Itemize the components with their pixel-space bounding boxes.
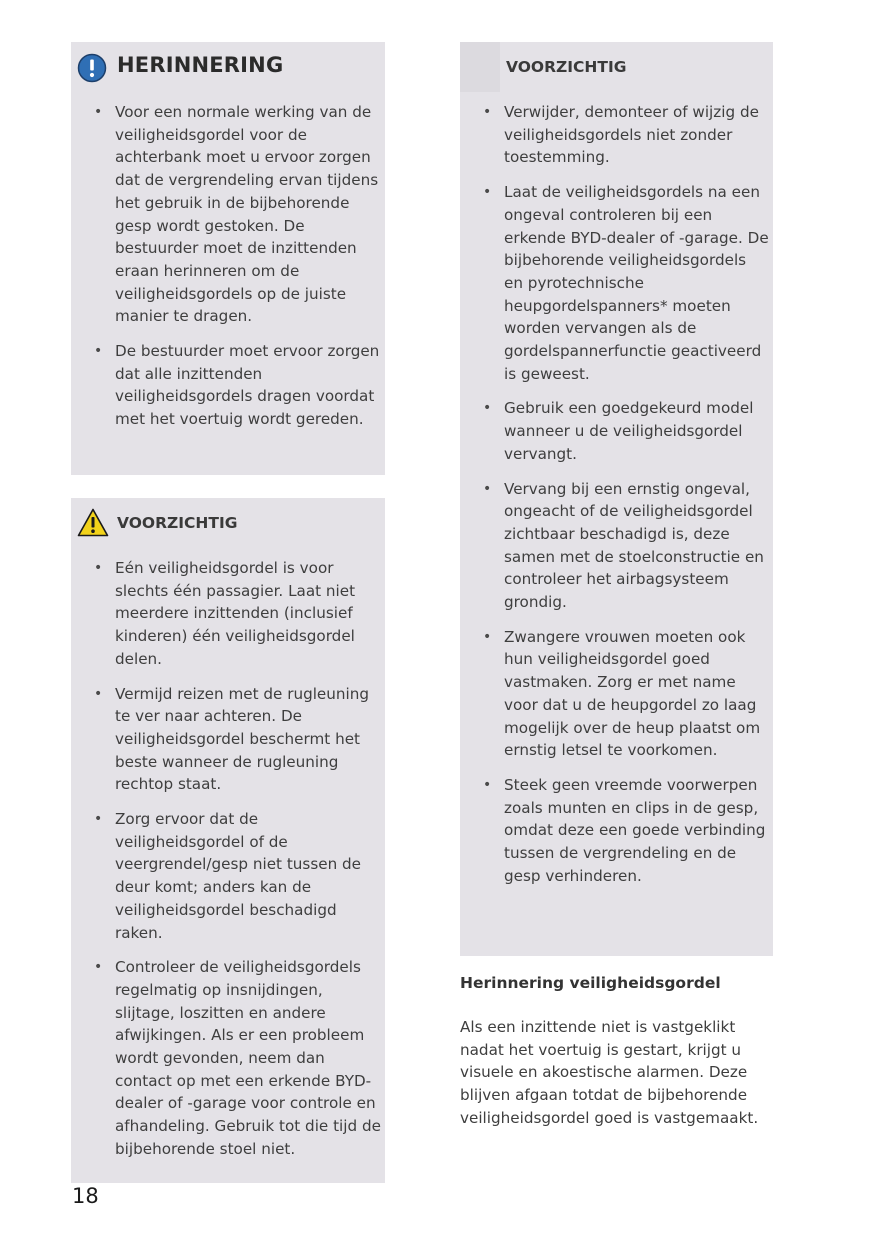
list-item: • Gebruik een goedgekeurd model wanneer u de veiligheidsgordel vervangt.	[460, 397, 773, 465]
reminder-box	[71, 42, 385, 475]
reminder-list	[71, 101, 385, 443]
section-heading: Herinnering veiligheidsgordel	[460, 974, 721, 992]
caution-list	[460, 101, 773, 900]
caution-box-right	[460, 42, 773, 956]
warning-triangle-icon	[77, 508, 109, 537]
list-item: • Steek geen vreemde voorwerpen zoals munten en clips in de gesp, omdat deze een goede verbinding tussen de vergrendeling en de gesp verhinderen.	[460, 774, 773, 888]
reminder-title: HERINNERING	[117, 53, 284, 77]
info-circle-icon	[77, 53, 107, 83]
list-item: • Vervang bij een ernstig ongeval, ongeacht of de veiligheidsgordel zichtbaar beschadigd is, deze samen met de stoelconstructie en controleer het airbagsysteem grondig.	[460, 478, 773, 614]
page-number: 18	[72, 1184, 99, 1208]
list-item: • Eén veiligheidsgordel is voor slechts één passagier. Laat niet meerdere inzittenden (inclusief kinderen) één veiligheidsgordel delen.	[71, 557, 385, 671]
caution-box-header	[460, 42, 773, 92]
list-item: • Vermijd reizen met de rugleuning te ver naar achteren. De veiligheidsgordel beschermt het beste wanneer de rugleuning rechtop staat.	[71, 683, 385, 797]
list-item: • Laat de veiligheidsgordels na een ongeval controleren bij een erkende BYD-dealer of -garage. De bijbehorende veiligheidsgordels en pyrotechnische heupgordelspanners* moeten worden vervangen als de gordelspannerfunctie geactiveerd is geweest.	[460, 181, 773, 385]
caution-box-header	[71, 498, 385, 548]
list-item: • Verwijder, demonteer of wijzig de veiligheidsgordels niet zonder toestemming.	[460, 101, 773, 169]
list-item: • Zorg ervoor dat de veiligheidsgordel of de veergrendel/gesp niet tussen de deur komt; anders kan de veiligheidsgordel beschadigd raken.	[71, 808, 385, 944]
list-item: • Controleer de veiligheidsgordels regelmatig op insnijdingen, slijtage, loszitten en andere afwijkingen. Als er een probleem wordt gevonden, neem dan contact op met een erkende BYD-dealer of -garage voor controle en afhandeling. Gebruik tot die tijd de bijbehorende stoel niet.	[71, 956, 385, 1160]
caution-title: VOORZICHTIG	[117, 514, 238, 532]
caution-box-left	[71, 498, 385, 1183]
icon-placeholder	[460, 42, 500, 92]
list-item: • De bestuurder moet ervoor zorgen dat alle inzittenden veiligheidsgordels dragen voordat met het voertuig wordt gereden.	[71, 340, 385, 431]
list-item: • Voor een normale werking van de veiligheidsgordel voor de achterbank moet u ervoor zorgen dat de vergrendeling ervan tijdens het gebruik in de bijbehorende gesp wordt gestoken. De bestuurder moet de inzittenden eraan herinneren om de veiligheidsgordels op de juiste manier te dragen.	[71, 101, 385, 328]
caution-title: VOORZICHTIG	[506, 58, 627, 76]
section-paragraph: Als een inzittende niet is vastgeklikt nadat het voertuig is gestart, krijgt u visuele en akoestische alarmen. Deze blijven afgaan totdat de bijbehorende veiligheidsgordel goed is vastgemaakt.	[460, 1018, 759, 1127]
caution-list	[71, 557, 385, 1173]
list-item: • Zwangere vrouwen moeten ook hun veiligheidsgordel goed vastmaken. Zorg er met name voor dat u de heupgordel zo laag mogelijk over de heup plaatst om ernstig letsel te voorkomen.	[460, 626, 773, 762]
reminder-box-header	[71, 42, 385, 92]
